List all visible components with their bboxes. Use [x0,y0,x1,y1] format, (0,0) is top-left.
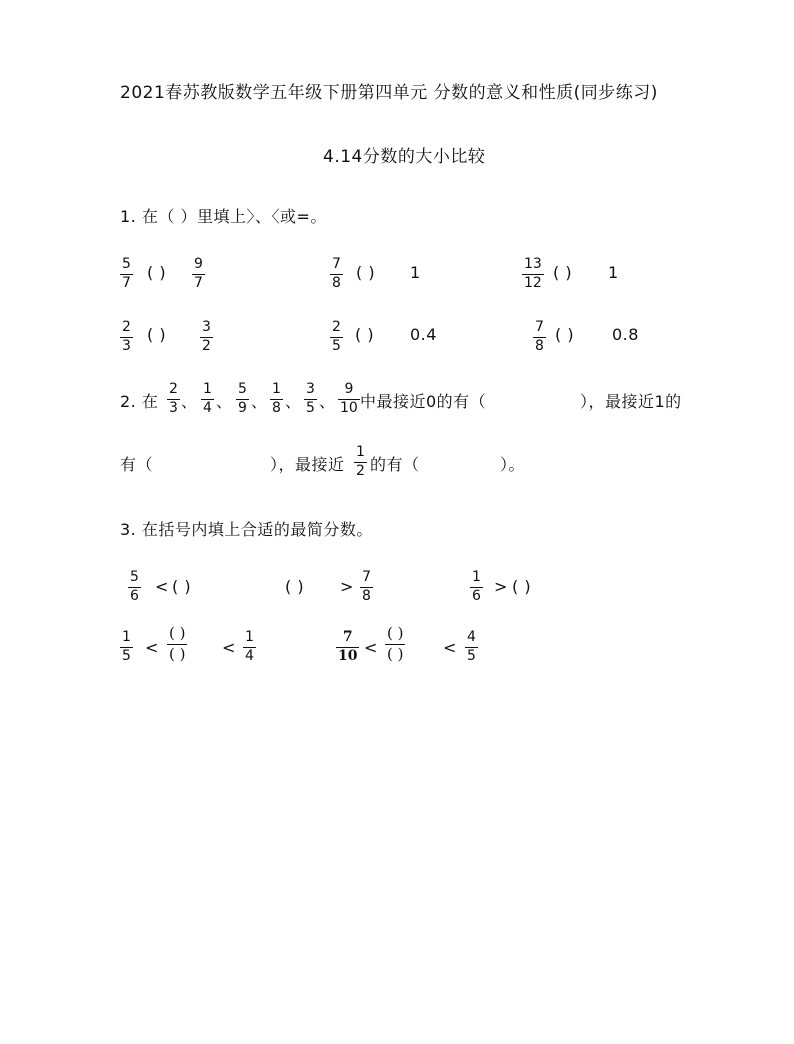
q2-blank-closest-one[interactable] [160,449,270,471]
q2-fraction-6: 9 10 [340,381,358,416]
q2-fraction-1: 2 3 [169,381,178,416]
q2-line2-after: 的有（ [370,455,420,474]
q3-row2-item2-left-fraction: 7 10 [338,629,358,664]
question-3-prompt: 3. 在括号内填上合适的最简分数。 [120,520,373,539]
q2-separator: 、 [285,392,302,411]
question-2-prefix: 2. 在 [120,392,159,411]
q3-row1-item3-blank[interactable]: ( ) [512,577,532,596]
q1-item5-right-value: 0.4 [410,325,437,344]
q1-item5-blank[interactable]: ( ) [355,325,375,344]
q3-row2-item2-less-than-1: < [364,638,378,657]
q2-fraction-3: 5 9 [238,381,247,416]
q2-separator: 、 [181,392,198,411]
q3-row2-item1-left-fraction: 1 5 [122,629,131,664]
q1-item1-left-fraction: 5 7 [122,256,131,291]
q1-item3-right-value: 1 [608,263,619,282]
q3-row2-item2-right-fraction: 4 5 [467,629,476,664]
q3-row2-item2-less-than-2: < [443,638,457,657]
q2-half-fraction: 1 2 [356,444,365,479]
q1-item2-left-fraction: 7 8 [332,256,341,291]
q1-item4-left-fraction: 2 3 [122,319,131,354]
q1-item3-left-fraction: 13 12 [524,256,542,291]
q2-separator: 、 [216,392,233,411]
q1-item3-blank[interactable]: ( ) [553,263,573,282]
q1-item2-blank[interactable]: ( ) [356,263,376,282]
q1-item4-blank[interactable]: ( ) [147,325,167,344]
q2-blank-closest-half[interactable] [430,449,500,471]
question-1-prompt: 1. 在（ ）里填上〉、〈或=。 [120,207,327,226]
document-title: 2021春苏教版数学五年级下册第四单元 分数的意义和性质(同步练习) [120,83,658,103]
q1-item5-left-fraction: 2 5 [332,319,341,354]
q1-item6-blank[interactable]: ( ) [555,325,575,344]
q2-line2-start: 有（ [120,455,154,474]
q3-row1-item2-fraction: 7 8 [362,569,371,604]
q2-separator: 、 [251,392,268,411]
q3-row1-item1-fraction: 5 6 [130,569,139,604]
q1-item6-left-fraction: 7 8 [535,319,544,354]
q3-row1-item3-fraction: 1 6 [472,569,481,604]
q3-row2-item1-less-than-2: < [222,638,236,657]
q1-item1-right-fraction: 9 7 [194,256,203,291]
q3-row2-item1-right-fraction: 1 4 [245,629,254,664]
q2-text-closest-one: ），最接近1的 [580,392,682,411]
q2-fraction-5: 3 5 [306,381,315,416]
q1-item2-right-value: 1 [410,263,421,282]
q3-row2-item1-blank-fraction[interactable]: ( ) ( ) [169,624,186,663]
q2-blank-closest-zero[interactable] [508,386,580,408]
q3-row2-item2-blank-fraction[interactable]: ( ) ( ) [387,624,404,663]
q1-item1-blank[interactable]: ( ) [147,263,167,282]
q3-row1-item2-blank[interactable]: ( ) [285,577,305,596]
q3-row2-item1-less-than-1: < [145,638,159,657]
q3-row1-item1-blank[interactable]: ( ) [172,577,192,596]
q3-row1-item1-less-than: < [155,577,169,596]
q2-fraction-2: 1 4 [203,381,212,416]
q2-separator: 、 [319,392,336,411]
q2-line2-mid: ），最接近 [270,455,345,474]
q1-item6-right-value: 0.8 [612,325,639,344]
q3-row1-item3-greater-than: > [494,577,508,596]
q1-item4-right-fraction: 3 2 [202,319,211,354]
q2-text-closest-zero: 中最接近0的有（ [360,392,487,411]
q2-line2-end: ）。 [500,455,526,474]
q3-row1-item2-greater-than: > [340,577,354,596]
section-subtitle: 4.14分数的大小比较 [323,147,486,167]
q2-fraction-4: 1 8 [272,381,281,416]
